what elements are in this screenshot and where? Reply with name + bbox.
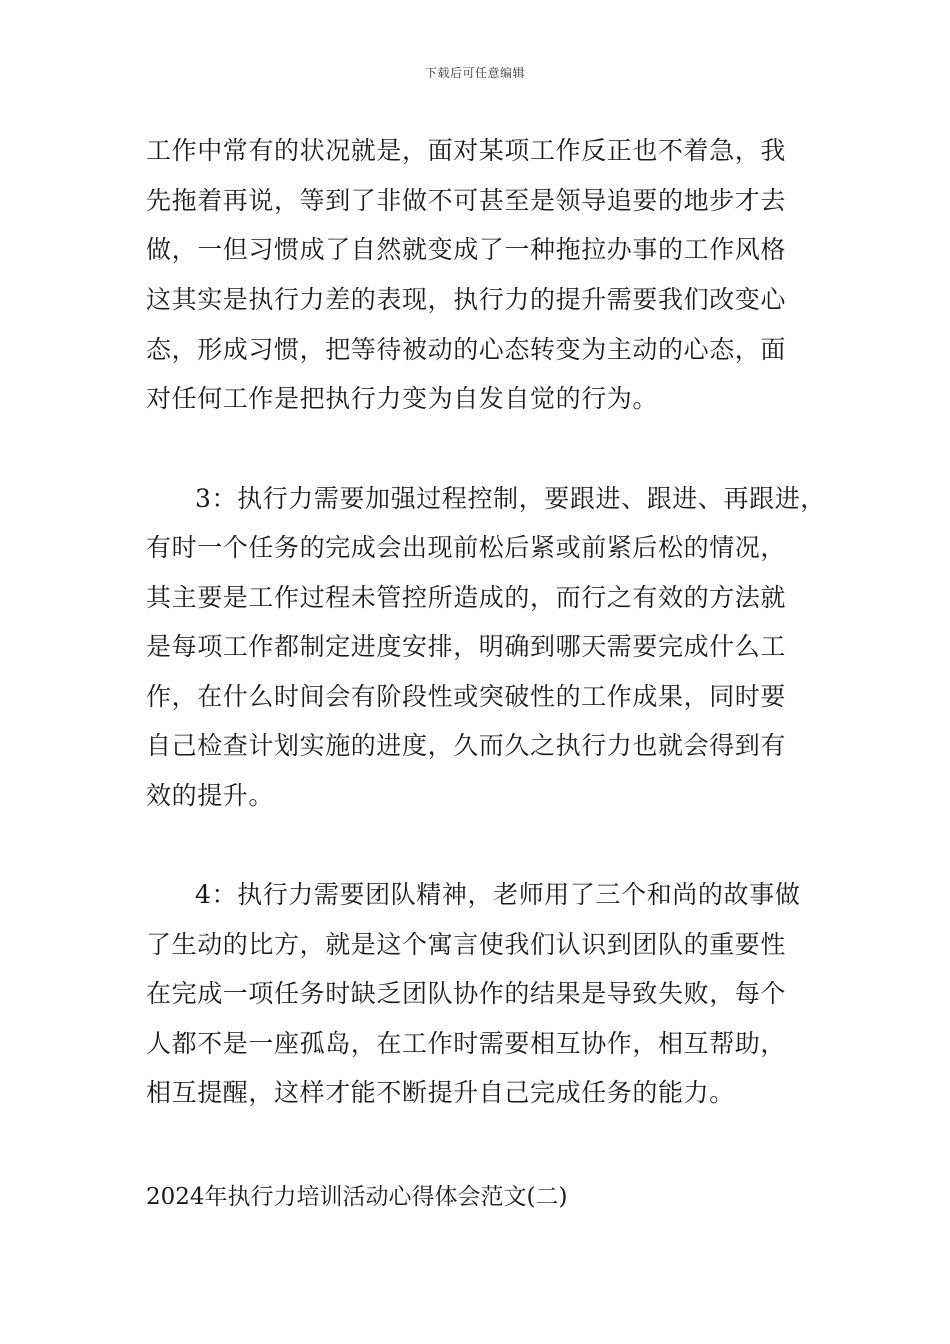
- text-line: 在完成一项任务时缺乏团队协作的结果是导致失败，每个: [146, 979, 787, 1008]
- text-line: 先拖着再说，等到了非做不可甚至是领导追要的地步才去: [146, 186, 787, 215]
- page-header-note: 下载后可任意编辑: [424, 66, 525, 80]
- text-line: 做，一但习惯成了自然就变成了一种拖拉办事的工作风格: [146, 235, 787, 264]
- text-line: 态，形成习惯，把等待被动的心态转变为主动的心态，面: [146, 335, 787, 364]
- section-heading: 2024年执行力培训活动心得体会范文(二): [146, 1184, 568, 1210]
- text-line: 效的提升。: [146, 781, 275, 810]
- text-line: 3：执行力需要加强过程控制，要跟进、跟进、再跟进，: [195, 484, 826, 513]
- text-line: 其主要是工作过程未管控所造成的，而行之有效的方法就: [146, 583, 787, 612]
- text-line: 这其实是执行力差的表现，执行力的提升需要我们改变心: [146, 285, 787, 314]
- text-line: 自己检查计划实施的进度，久而久之执行力也就会得到有: [146, 731, 787, 760]
- text-line: 4：执行力需要团队精神，老师用了三个和尚的故事做: [195, 880, 801, 909]
- text-line: 工作中常有的状况就是，面对某项工作反正也不着急，我: [146, 136, 787, 165]
- text-line: 作，在什么时间会有阶段性或突破性的工作成果，同时要: [146, 682, 787, 711]
- text-line: 有时一个任务的完成会出现前松后紧或前紧后松的情况，: [146, 533, 787, 562]
- text-line: 了生动的比方，就是这个寓言使我们认识到团队的重要性: [146, 930, 787, 959]
- text-line: 对任何工作是把执行力变为自发自觉的行为。: [146, 384, 659, 413]
- text-line: 人都不是一座孤岛，在工作时需要相互协作，相互帮助，: [146, 1029, 787, 1058]
- text-line: 是每项工作都制定进度安排，明确到哪天需要完成什么工: [146, 632, 787, 661]
- text-line: 相互提醒，这样才能不断提升自己完成任务的能力。: [146, 1078, 735, 1107]
